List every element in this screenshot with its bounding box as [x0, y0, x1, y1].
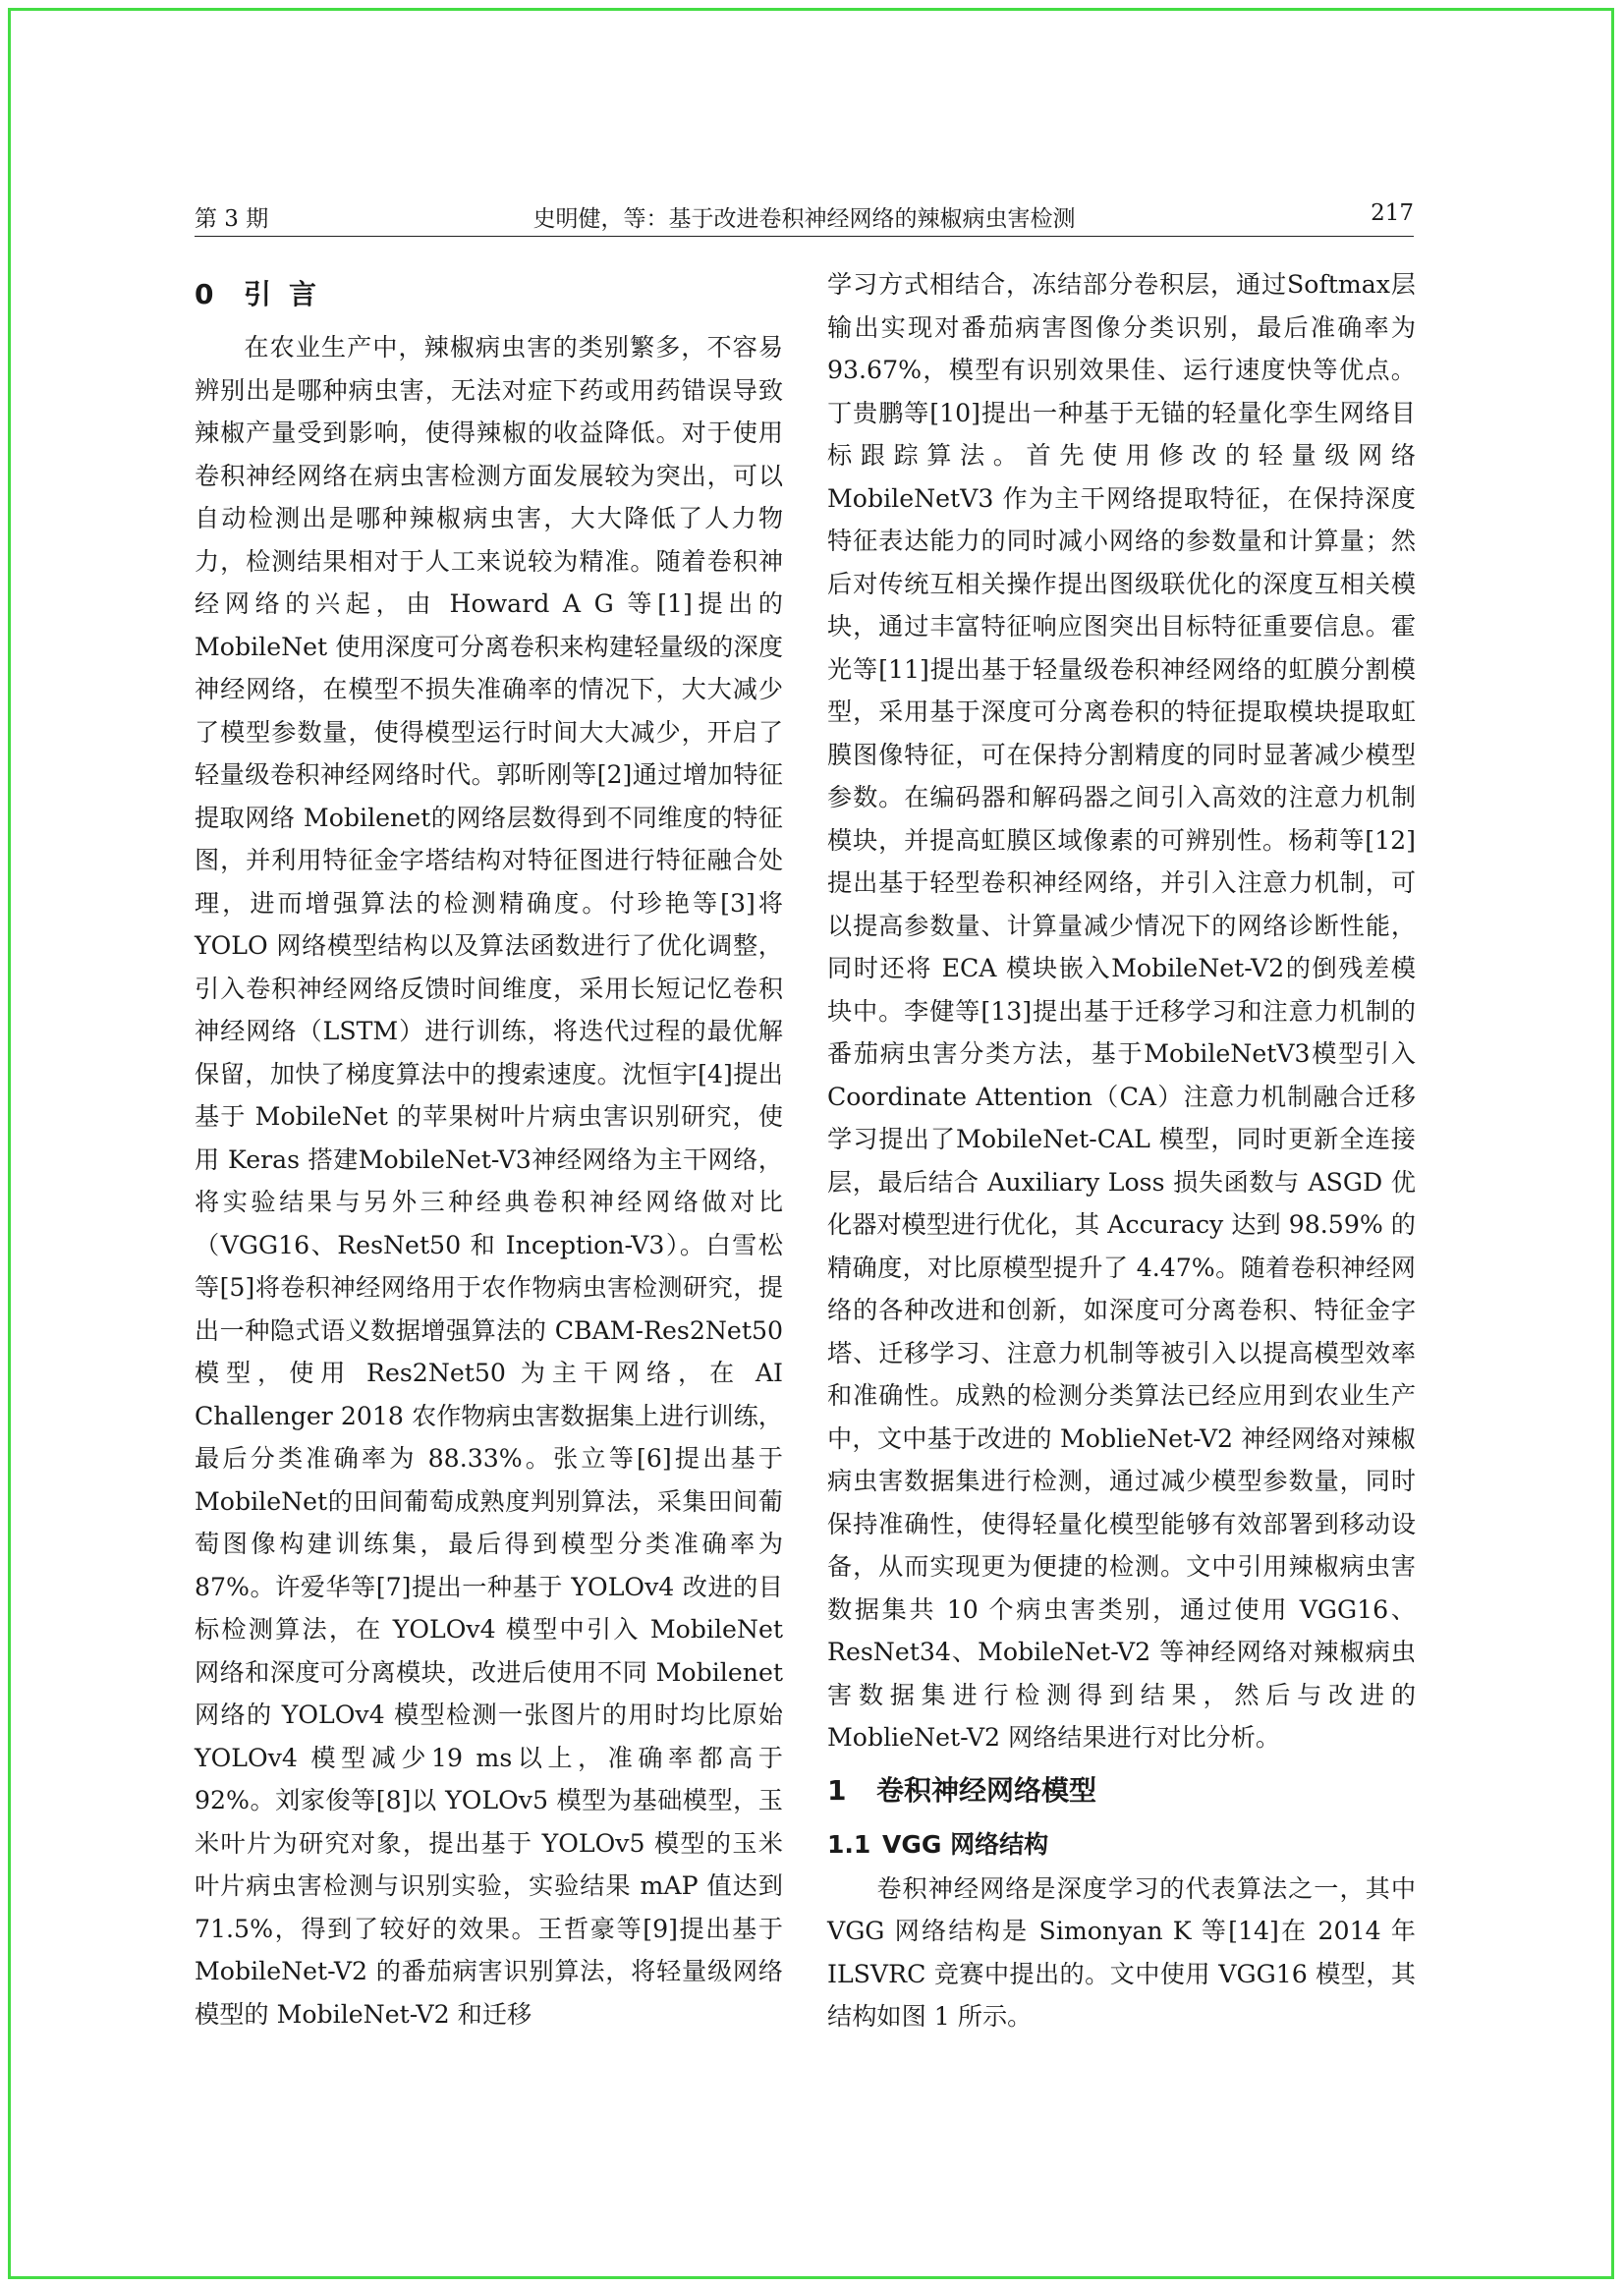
- subsection-title: VGG 网络结构: [882, 1829, 1049, 1859]
- section-heading-cnn-model: [827, 1759, 1416, 1822]
- vgg-paragraph: 卷积神经网络是深度学习的代表算法之一，其中 VGG 网络结构是 Simonyan K 等[14]在 2014 年 ILSVRC 竞赛中提出的。文中使用 VGG16 模型，其结构如图 1 所示。: [827, 1873, 1416, 2031]
- introduction-paragraph-continued: 学习方式相结合，冻结部分卷积层，通过Softmax层输出实现对番茄病害图像分类识别，最后准确率为93.67%，模型有识别效果佳、运行速度快等优点。丁贵鹏等[10]提出一种基于无锚的轻量化孪生网络目标跟踪算法。首先使用修改的轻量级网络 MobileNetV3 作为主干网络提取特征，在保持深度特征表达能力的同时减小网络的参数量和计算量；然后对传统互相关操作提出图级联优化的深度互相关模块，通过丰富特征响应图突出目标特征重要信息。霍光等[11]提出基于轻量级卷积神经网络的虹膜分割模型，采用基于深度可分离卷积的特征提取模块提取虹膜图像特征，可在保持分割精度的同时显著减少模型参数。在编码器和解码器之间引入高效的注意力机制模块，并提高虹膜区域像素的可辨别性。杨莉等[12]提出基于轻型卷积神经网络，并引入注意力机制，可以提高参数量、计算量减少情况下的网络诊断性能，同时还将 ECA 模块嵌入MobileNet-V2的倒残差模块中。李健等[13]提出基于迁移学习和注意力机制的番茄病虫害分类方法，基于MobileNetV3模型引入Coordinate Attention（CA）注意力机制融合迁移学习提出了MobileNet-CAL 模型，同时更新全连接层，最后结合 Auxiliary Loss 损失函数与 ASGD 优化器对模型进行优化，其 Accuracy 达到 98.59% 的精确度，对比原模型提升了 4.47%。随着卷积神经网络的各种改进和创新，如深度可分离卷积、特征金字塔、迁移学习、注意力机制等被引入以提高模型效率和准确性。成熟的检测分类算法已经应用到农业生产中，文中基于改进的 MoblieNet-V2 神经网络对辣椒病虫害数据集进行检测，通过减少模型参数量，同时保持准确性，使得轻量化模型能够有效部署到移动设备，从而实现更为便捷的检测。文中引用辣椒病虫害数据集共 10 个病虫害类别，通过使用 VGG16、ResNet34、MobileNet-V2 等神经网络对辣椒病虫害数据集进行检测得到结果，然后与改进的 MoblieNet-V2 网络结果进行对比分析。: [827, 270, 1416, 1752]
- section-title: 卷积神经网络模型: [876, 1773, 1097, 1807]
- section-number: 0: [195, 278, 214, 310]
- running-title: 史明健，等：基于改进卷积神经网络的辣椒病虫害检测: [532, 206, 1076, 232]
- right-column: [827, 263, 1416, 2038]
- issue-number: 第 3 期: [195, 206, 269, 232]
- header-rule: [195, 236, 1414, 237]
- page-number: 217: [1371, 200, 1414, 226]
- subsection-heading-vgg: [827, 1822, 1416, 1868]
- introduction-paragraph: 在农业生产中，辣椒病虫害的类别繁多，不容易辨别出是哪种病虫害，无法对症下药或用药错误导致辣椒产量受到影响，使得辣椒的收益降低。对于使用卷积神经网络在病虫害检测方面发展较为突出，可以自动检测出是哪种辣椒病虫害，大大降低了人力物力，检测结果相对于人工来说较为精准。随着卷积神经网络的兴起，由 Howard A G 等[1]提出的 MobileNet 使用深度可分离卷积来构建轻量级的深度神经网络，在模型不损失准确率的情况下，大大减少了模型参数量，使得模型运行时间大大减少，开启了轻量级卷积神经网络时代。郭昕刚等[2]通过增加特征提取网络 Mobilenet的网络层数得到不同维度的特征图，并利用特征金字塔结构对特征图进行特征融合处理，进而增强算法的检测精确度。付珍艳等[3]将 YOLO 网络模型结构以及算法函数进行了优化调整，引入卷积神经网络反馈时间维度，采用长短记忆卷积神经网络（LSTM）进行训练，将迭代过程的最优解保留，加快了梯度算法中的搜索速度。沈恒宇[4]提出基于 MobileNet 的苹果树叶片病虫害识别研究，使用 Keras 搭建MobileNet-V3神经网络为主干网络，将实验结果与另外三种经典卷积神经网络做对比（VGG16、ResNet50 和 Inception-V3）。白雪松等[5]将卷积神经网络用于农作物病虫害检测研究，提出一种隐式语义数据增强算法的 CBAM-Res2Net50 模型，使用 Res2Net50 为主干网络，在 AI Challenger 2018 农作物病虫害数据集上进行训练，最后分类准确率为 88.33%。张立等[6]提出基于MobileNet的田间葡萄成熟度判别算法，采集田间葡萄图像构建训练集，最后得到模型分类准确率为 87%。许爱华等[7]提出一种基于 YOLOv4 改进的目标检测算法，在 YOLOv4 模型中引入 MobileNet 网络和深度可分离模块，改进后使用不同 Mobilenet 网络的 YOLOv4 模型检测一张图片的用时均比原始 YOLOv4 模型减少19 ms以上，准确率都高于 92%。刘家俊等[8]以 YOLOv5 模型为基础模型，玉米叶片为研究对象，提出基于 YOLOv5 模型的玉米叶片病虫害检测与识别实验，实验结果 mAP 值达到71.5%，得到了较好的效果。王哲豪等[9]提出基于 MobileNet-V2 的番茄病害识别算法，将轻量级网络模型的 MobileNet-V2 和迁移: [195, 333, 783, 2029]
- subsection-number: 1.1: [827, 1829, 871, 1859]
- section-number: 1: [827, 1773, 847, 1807]
- section-heading-introduction: [195, 263, 783, 326]
- section-title: 引言: [244, 278, 335, 310]
- running-header: [195, 193, 1414, 236]
- left-column: [195, 263, 783, 2036]
